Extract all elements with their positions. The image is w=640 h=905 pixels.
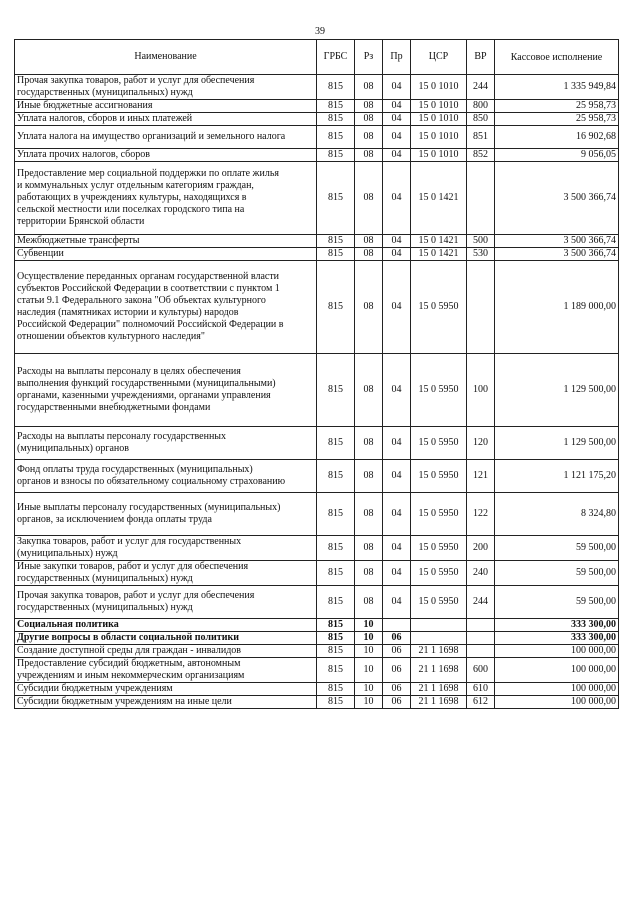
header-amount: Кассовое исполнение xyxy=(495,40,619,75)
row-grbs: 815 xyxy=(317,658,355,683)
row-pr: 06 xyxy=(383,658,411,683)
row-vr: 122 xyxy=(467,493,495,536)
row-pr: 04 xyxy=(383,126,411,149)
row-pr: 04 xyxy=(383,427,411,460)
row-csr: 15 0 5950 xyxy=(411,354,467,427)
row-vr: 500 xyxy=(467,235,495,248)
table-row xyxy=(15,683,619,696)
table-row xyxy=(15,632,619,645)
row-grbs: 815 xyxy=(317,354,355,427)
row-amount: 1 121 175,20 xyxy=(495,460,619,493)
row-vr: 244 xyxy=(467,75,495,100)
row-csr: 15 0 1421 xyxy=(411,248,467,261)
row-pr: 04 xyxy=(383,100,411,113)
row-csr: 15 0 5950 xyxy=(411,493,467,536)
row-name: Осуществление переданных органам государственной власти субъектов Российской Федерации в соответствии с пунктом 1 статьи 9.1 Федерального закона "Об объектах культурного наследия (памятниках истории и культуры) народов Российской Федерации" полномочий Российской Федерации в отношении объектов культурного наследия" xyxy=(15,261,317,354)
row-csr: 15 0 1010 xyxy=(411,100,467,113)
row-name: Уплата налогов, сборов и иных платежей xyxy=(15,113,317,126)
row-csr: 15 0 5950 xyxy=(411,427,467,460)
row-pr: 04 xyxy=(383,235,411,248)
row-name: Иные закупки товаров, работ и услуг для обеспечения государственных (муниципальных) нужд xyxy=(15,561,317,586)
row-grbs: 815 xyxy=(317,460,355,493)
row-amount: 333 300,00 xyxy=(495,632,619,645)
row-pr xyxy=(383,619,411,632)
row-name: Субсидии бюджетным учреждениям xyxy=(15,683,317,696)
table-row xyxy=(15,645,619,658)
table-row xyxy=(15,354,619,427)
row-pr: 04 xyxy=(383,162,411,235)
row-vr: 530 xyxy=(467,248,495,261)
row-rz: 08 xyxy=(355,261,383,354)
row-amount: 59 500,00 xyxy=(495,536,619,561)
row-csr: 21 1 1698 xyxy=(411,645,467,658)
row-vr xyxy=(467,162,495,235)
table-row xyxy=(15,113,619,126)
row-csr: 15 0 5950 xyxy=(411,261,467,354)
row-grbs: 815 xyxy=(317,162,355,235)
row-amount: 1 189 000,00 xyxy=(495,261,619,354)
row-grbs: 815 xyxy=(317,645,355,658)
row-grbs: 815 xyxy=(317,632,355,645)
row-grbs: 815 xyxy=(317,261,355,354)
row-rz: 08 xyxy=(355,162,383,235)
row-csr xyxy=(411,619,467,632)
row-vr xyxy=(467,619,495,632)
table-row xyxy=(15,586,619,619)
row-vr: 610 xyxy=(467,683,495,696)
row-name: Уплата налога на имущество организаций и земельного налога xyxy=(15,126,317,149)
table-row xyxy=(15,696,619,709)
row-grbs: 815 xyxy=(317,536,355,561)
row-pr: 04 xyxy=(383,113,411,126)
row-grbs: 815 xyxy=(317,619,355,632)
header-vr: ВР xyxy=(467,40,495,75)
row-csr: 15 0 1010 xyxy=(411,113,467,126)
row-rz: 08 xyxy=(355,248,383,261)
row-name: Предоставление субсидий бюджетным, автономным учреждениям и иным некоммерческим организациям xyxy=(15,658,317,683)
table-row xyxy=(15,658,619,683)
row-csr: 15 0 1010 xyxy=(411,126,467,149)
row-csr: 15 0 5950 xyxy=(411,460,467,493)
row-rz: 10 xyxy=(355,645,383,658)
row-csr: 15 0 1421 xyxy=(411,162,467,235)
row-amount: 8 324,80 xyxy=(495,493,619,536)
row-csr: 15 0 1010 xyxy=(411,149,467,162)
row-rz: 08 xyxy=(355,460,383,493)
row-csr xyxy=(411,632,467,645)
budget-table xyxy=(14,39,619,709)
table-row xyxy=(15,162,619,235)
table-row xyxy=(15,126,619,149)
row-grbs: 815 xyxy=(317,683,355,696)
row-rz: 08 xyxy=(355,235,383,248)
row-amount: 1 129 500,00 xyxy=(495,427,619,460)
row-pr: 04 xyxy=(383,536,411,561)
row-grbs: 815 xyxy=(317,248,355,261)
row-amount: 100 000,00 xyxy=(495,696,619,709)
table-row xyxy=(15,561,619,586)
row-rz: 10 xyxy=(355,619,383,632)
table-body xyxy=(15,75,619,709)
row-csr: 15 0 5950 xyxy=(411,561,467,586)
table-row xyxy=(15,536,619,561)
row-pr: 04 xyxy=(383,149,411,162)
row-vr: 800 xyxy=(467,100,495,113)
table-row xyxy=(15,149,619,162)
table-row xyxy=(15,427,619,460)
row-amount: 1 129 500,00 xyxy=(495,354,619,427)
table-row xyxy=(15,235,619,248)
row-csr: 21 1 1698 xyxy=(411,683,467,696)
row-pr: 06 xyxy=(383,632,411,645)
row-pr: 04 xyxy=(383,248,411,261)
row-vr xyxy=(467,632,495,645)
table-row xyxy=(15,493,619,536)
table-row xyxy=(15,100,619,113)
row-pr: 04 xyxy=(383,261,411,354)
row-rz: 08 xyxy=(355,493,383,536)
row-rz: 08 xyxy=(355,561,383,586)
row-pr: 06 xyxy=(383,683,411,696)
row-grbs: 815 xyxy=(317,427,355,460)
row-grbs: 815 xyxy=(317,493,355,536)
row-amount: 59 500,00 xyxy=(495,586,619,619)
table-row xyxy=(15,75,619,100)
table-row xyxy=(15,261,619,354)
row-name: Другие вопросы в области социальной политики xyxy=(15,632,317,645)
row-vr: 612 xyxy=(467,696,495,709)
header-csr: ЦСР xyxy=(411,40,467,75)
row-pr: 04 xyxy=(383,586,411,619)
row-name: Создание доступной среды для граждан - инвалидов xyxy=(15,645,317,658)
row-vr: 120 xyxy=(467,427,495,460)
row-grbs: 815 xyxy=(317,561,355,586)
row-vr: 121 xyxy=(467,460,495,493)
row-csr: 21 1 1698 xyxy=(411,696,467,709)
row-name: Расходы на выплаты персоналу в целях обеспечения выполнения функций государственными (муниципальными) органами, казенными учреждениями, органами управления государственными внебюджетными фондами xyxy=(15,354,317,427)
row-csr: 15 0 1421 xyxy=(411,235,467,248)
row-pr: 04 xyxy=(383,354,411,427)
row-name: Субвенции xyxy=(15,248,317,261)
row-rz: 08 xyxy=(355,75,383,100)
row-name: Прочая закупка товаров, работ и услуг для обеспечения государственных (муниципальных) нужд xyxy=(15,75,317,100)
row-pr: 04 xyxy=(383,460,411,493)
row-rz: 08 xyxy=(355,354,383,427)
row-name: Уплата прочих налогов, сборов xyxy=(15,149,317,162)
row-name: Межбюджетные трансферты xyxy=(15,235,317,248)
row-rz: 08 xyxy=(355,126,383,149)
row-grbs: 815 xyxy=(317,126,355,149)
row-csr: 15 0 5950 xyxy=(411,536,467,561)
row-pr: 06 xyxy=(383,696,411,709)
row-rz: 10 xyxy=(355,658,383,683)
row-amount: 16 902,68 xyxy=(495,126,619,149)
row-rz: 10 xyxy=(355,696,383,709)
row-rz: 10 xyxy=(355,683,383,696)
row-name: Закупка товаров, работ и услуг для государственных (муниципальных) нужд xyxy=(15,536,317,561)
row-pr: 04 xyxy=(383,75,411,100)
row-pr: 04 xyxy=(383,561,411,586)
row-grbs: 815 xyxy=(317,149,355,162)
row-name: Предоставление мер социальной поддержки по оплате жилья и коммунальных услуг отдельным категориям граждан, работающих в учреждениях культуры, находящихся в сельской местности или поселках городского типа на территории Брянской области xyxy=(15,162,317,235)
row-amount: 333 300,00 xyxy=(495,619,619,632)
row-name: Социальная политика xyxy=(15,619,317,632)
row-vr xyxy=(467,645,495,658)
table-header-row xyxy=(15,40,619,75)
row-rz: 08 xyxy=(355,427,383,460)
row-pr: 06 xyxy=(383,645,411,658)
row-vr: 851 xyxy=(467,126,495,149)
table-row xyxy=(15,460,619,493)
table-row xyxy=(15,248,619,261)
row-grbs: 815 xyxy=(317,586,355,619)
row-grbs: 815 xyxy=(317,696,355,709)
row-rz: 08 xyxy=(355,586,383,619)
row-rz: 08 xyxy=(355,100,383,113)
row-amount: 100 000,00 xyxy=(495,645,619,658)
row-amount: 3 500 366,74 xyxy=(495,235,619,248)
row-rz: 10 xyxy=(355,632,383,645)
header-rz: Рз xyxy=(355,40,383,75)
row-vr: 852 xyxy=(467,149,495,162)
row-amount: 1 335 949,84 xyxy=(495,75,619,100)
row-grbs: 815 xyxy=(317,235,355,248)
row-grbs: 815 xyxy=(317,75,355,100)
row-csr: 21 1 1698 xyxy=(411,658,467,683)
row-amount: 3 500 366,74 xyxy=(495,248,619,261)
row-grbs: 815 xyxy=(317,100,355,113)
row-amount: 59 500,00 xyxy=(495,561,619,586)
row-vr: 600 xyxy=(467,658,495,683)
row-name: Иные бюджетные ассигнования xyxy=(15,100,317,113)
row-vr: 244 xyxy=(467,586,495,619)
row-name: Субсидии бюджетным учреждениям на иные цели xyxy=(15,696,317,709)
table-row xyxy=(15,619,619,632)
row-name: Расходы на выплаты персоналу государственных (муниципальных) органов xyxy=(15,427,317,460)
row-amount: 9 056,05 xyxy=(495,149,619,162)
row-amount: 3 500 366,74 xyxy=(495,162,619,235)
header-grbs: ГРБС xyxy=(317,40,355,75)
row-vr: 240 xyxy=(467,561,495,586)
row-vr: 100 xyxy=(467,354,495,427)
row-amount: 100 000,00 xyxy=(495,683,619,696)
page-number: 39 xyxy=(315,26,325,37)
row-amount: 25 958,73 xyxy=(495,113,619,126)
row-amount: 100 000,00 xyxy=(495,658,619,683)
row-name: Фонд оплаты труда государственных (муниципальных) органов и взносы по обязательному социальному страхованию xyxy=(15,460,317,493)
row-csr: 15 0 1010 xyxy=(411,75,467,100)
row-name: Прочая закупка товаров, работ и услуг для обеспечения государственных (муниципальных) нужд xyxy=(15,586,317,619)
row-vr xyxy=(467,261,495,354)
row-rz: 08 xyxy=(355,536,383,561)
row-pr: 04 xyxy=(383,493,411,536)
row-vr: 200 xyxy=(467,536,495,561)
row-csr: 15 0 5950 xyxy=(411,586,467,619)
row-amount: 25 958,73 xyxy=(495,100,619,113)
header-name: Наименование xyxy=(15,40,317,75)
row-grbs: 815 xyxy=(317,113,355,126)
row-vr: 850 xyxy=(467,113,495,126)
header-pr: Пр xyxy=(383,40,411,75)
row-name: Иные выплаты персоналу государственных (муниципальных) органов, за исключением фонда оплаты труда xyxy=(15,493,317,536)
row-rz: 08 xyxy=(355,113,383,126)
row-rz: 08 xyxy=(355,149,383,162)
